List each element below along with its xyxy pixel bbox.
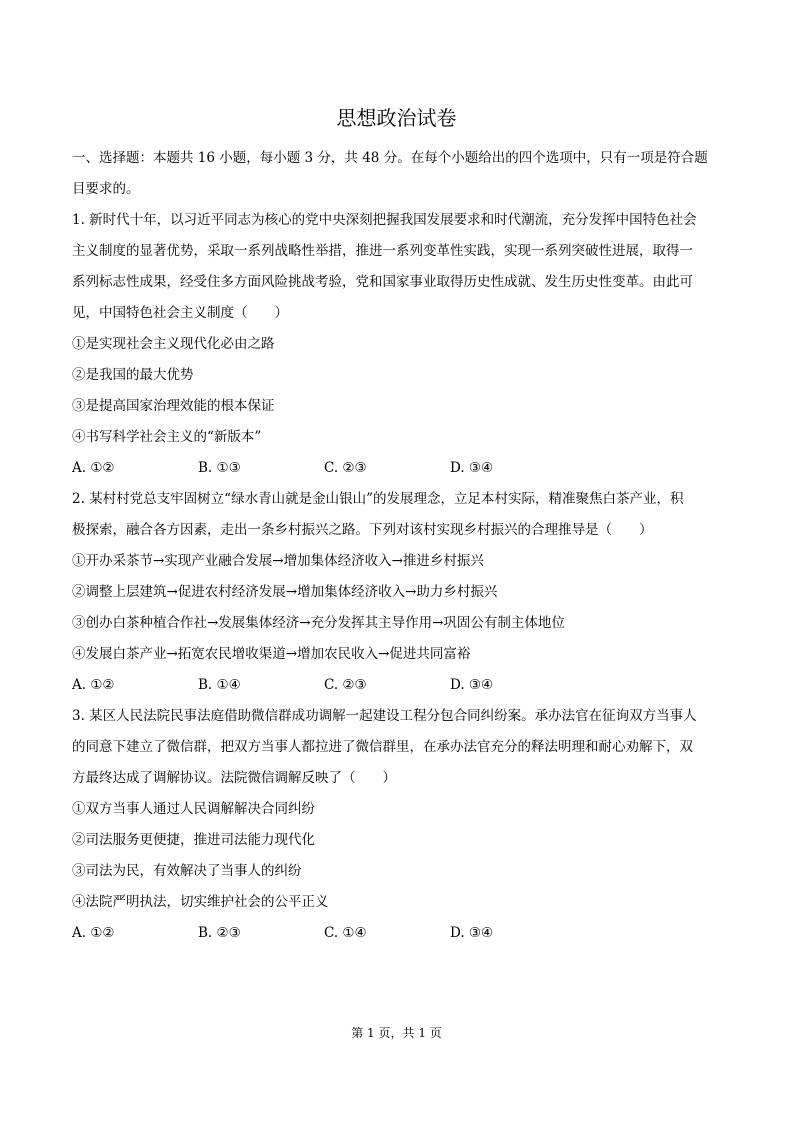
statement-1: ①是实现社会主义现代化必由之路	[72, 336, 275, 352]
question-stem-line: 主义制度的显著优势，采取一系列战略性举措，推进一系列变革性实践，实现一系列突破性进展，取得一	[72, 243, 693, 259]
statement-3: ③创办白茶种植合作社→发展集体经济→充分发挥其主导作用→巩固公有制主体地位	[72, 615, 565, 631]
answer-options	[72, 918, 722, 949]
option-d: D. ③④	[450, 677, 494, 693]
question-stem-line: 见，中国特色社会主义制度（ ）	[72, 305, 288, 321]
option-b: B. ①③	[198, 460, 241, 476]
answer-options	[72, 453, 722, 484]
statement-2: ②司法服务更便捷，推进司法能力现代化	[72, 832, 315, 848]
statement-3: ③司法为民，有效解决了当事人的纠纷	[72, 863, 302, 879]
option-c: C. ①④	[324, 925, 367, 941]
section-heading-line: 一、选择题：本题共 16 小题，每小题 3 分，共 48 分。在每个小题给出的四个选项中，只有一项是符合题	[72, 150, 708, 166]
page-title: 思想政治试卷	[336, 106, 457, 130]
statement-3: ③是提高国家治理效能的根本保证	[72, 398, 275, 414]
option-a: A. ①②	[72, 925, 115, 941]
question-stem-line: 的同意下建立了微信群，把双方当事人都拉进了微信群里，在承办法官充分的释法明理和耐心劝解下，双	[72, 739, 693, 755]
statement-4: ④书写科学社会主义的“新版本”	[72, 429, 262, 445]
question-stem-line: 1. 新时代十年，以习近平同志为核心的党中央深刻把握我国发展要求和时代潮流，充分发挥中国特色社会	[72, 212, 697, 228]
section-heading-line: 目要求的。	[72, 181, 140, 197]
answer-options	[72, 670, 722, 701]
option-c: C. ②③	[324, 460, 367, 476]
question-stem-line: 极探索，融合各方因素，走出一条乡村振兴之路。下列对该村实现乡村振兴的合理推导是（ ）	[72, 522, 653, 538]
statement-1: ①双方当事人通过人民调解解决合同纠纷	[72, 801, 315, 817]
section-heading	[72, 143, 722, 205]
question-stem-line: 系列标志性成果，经受住多方面风险挑战考验，党和国家事业取得历史性成就、发生历史性变革。由此可	[72, 274, 693, 290]
exam-content	[72, 143, 722, 949]
option-b: B. ②③	[198, 925, 241, 941]
statement-2: ②是我国的最大优势	[72, 367, 194, 383]
question-2	[72, 484, 722, 701]
statement-1: ①开办采茶节→实现产业融合发展→增加集体经济收入→推进乡村振兴	[72, 553, 484, 569]
question-3	[72, 701, 722, 949]
question-stem-line: 2. 某村村党总支牢固树立“绿水青山就是金山银山”的发展理念，立足本村实际，精准聚焦白茶产业，积	[72, 491, 684, 507]
statement-2: ②调整上层建筑→促进农村经济发展→增加集体经济收入→助力乡村振兴	[72, 584, 498, 600]
option-d: D. ③④	[450, 460, 494, 476]
question-1	[72, 205, 722, 484]
statement-4: ④发展白茶产业→拓宽农民增收渠道→增加农民收入→促进共同富裕	[72, 646, 471, 662]
statement-4: ④法院严明执法，切实维护社会的公平正义	[72, 894, 329, 910]
option-b: B. ①④	[198, 677, 241, 693]
option-d: D. ③④	[450, 925, 494, 941]
question-stem-line: 方最终达成了调解协议。法院微信调解反映了（ ）	[72, 770, 396, 786]
option-a: A. ①②	[72, 677, 115, 693]
option-a: A. ①②	[72, 460, 115, 476]
page-footer: 第 1 页，共 1 页	[351, 1026, 442, 1040]
option-c: C. ②③	[324, 677, 367, 693]
question-stem-line: 3. 某区人民法院民事法庭借助微信群成功调解一起建设工程分包合同纠纷案。承办法官在征询双方当事人	[72, 708, 697, 724]
